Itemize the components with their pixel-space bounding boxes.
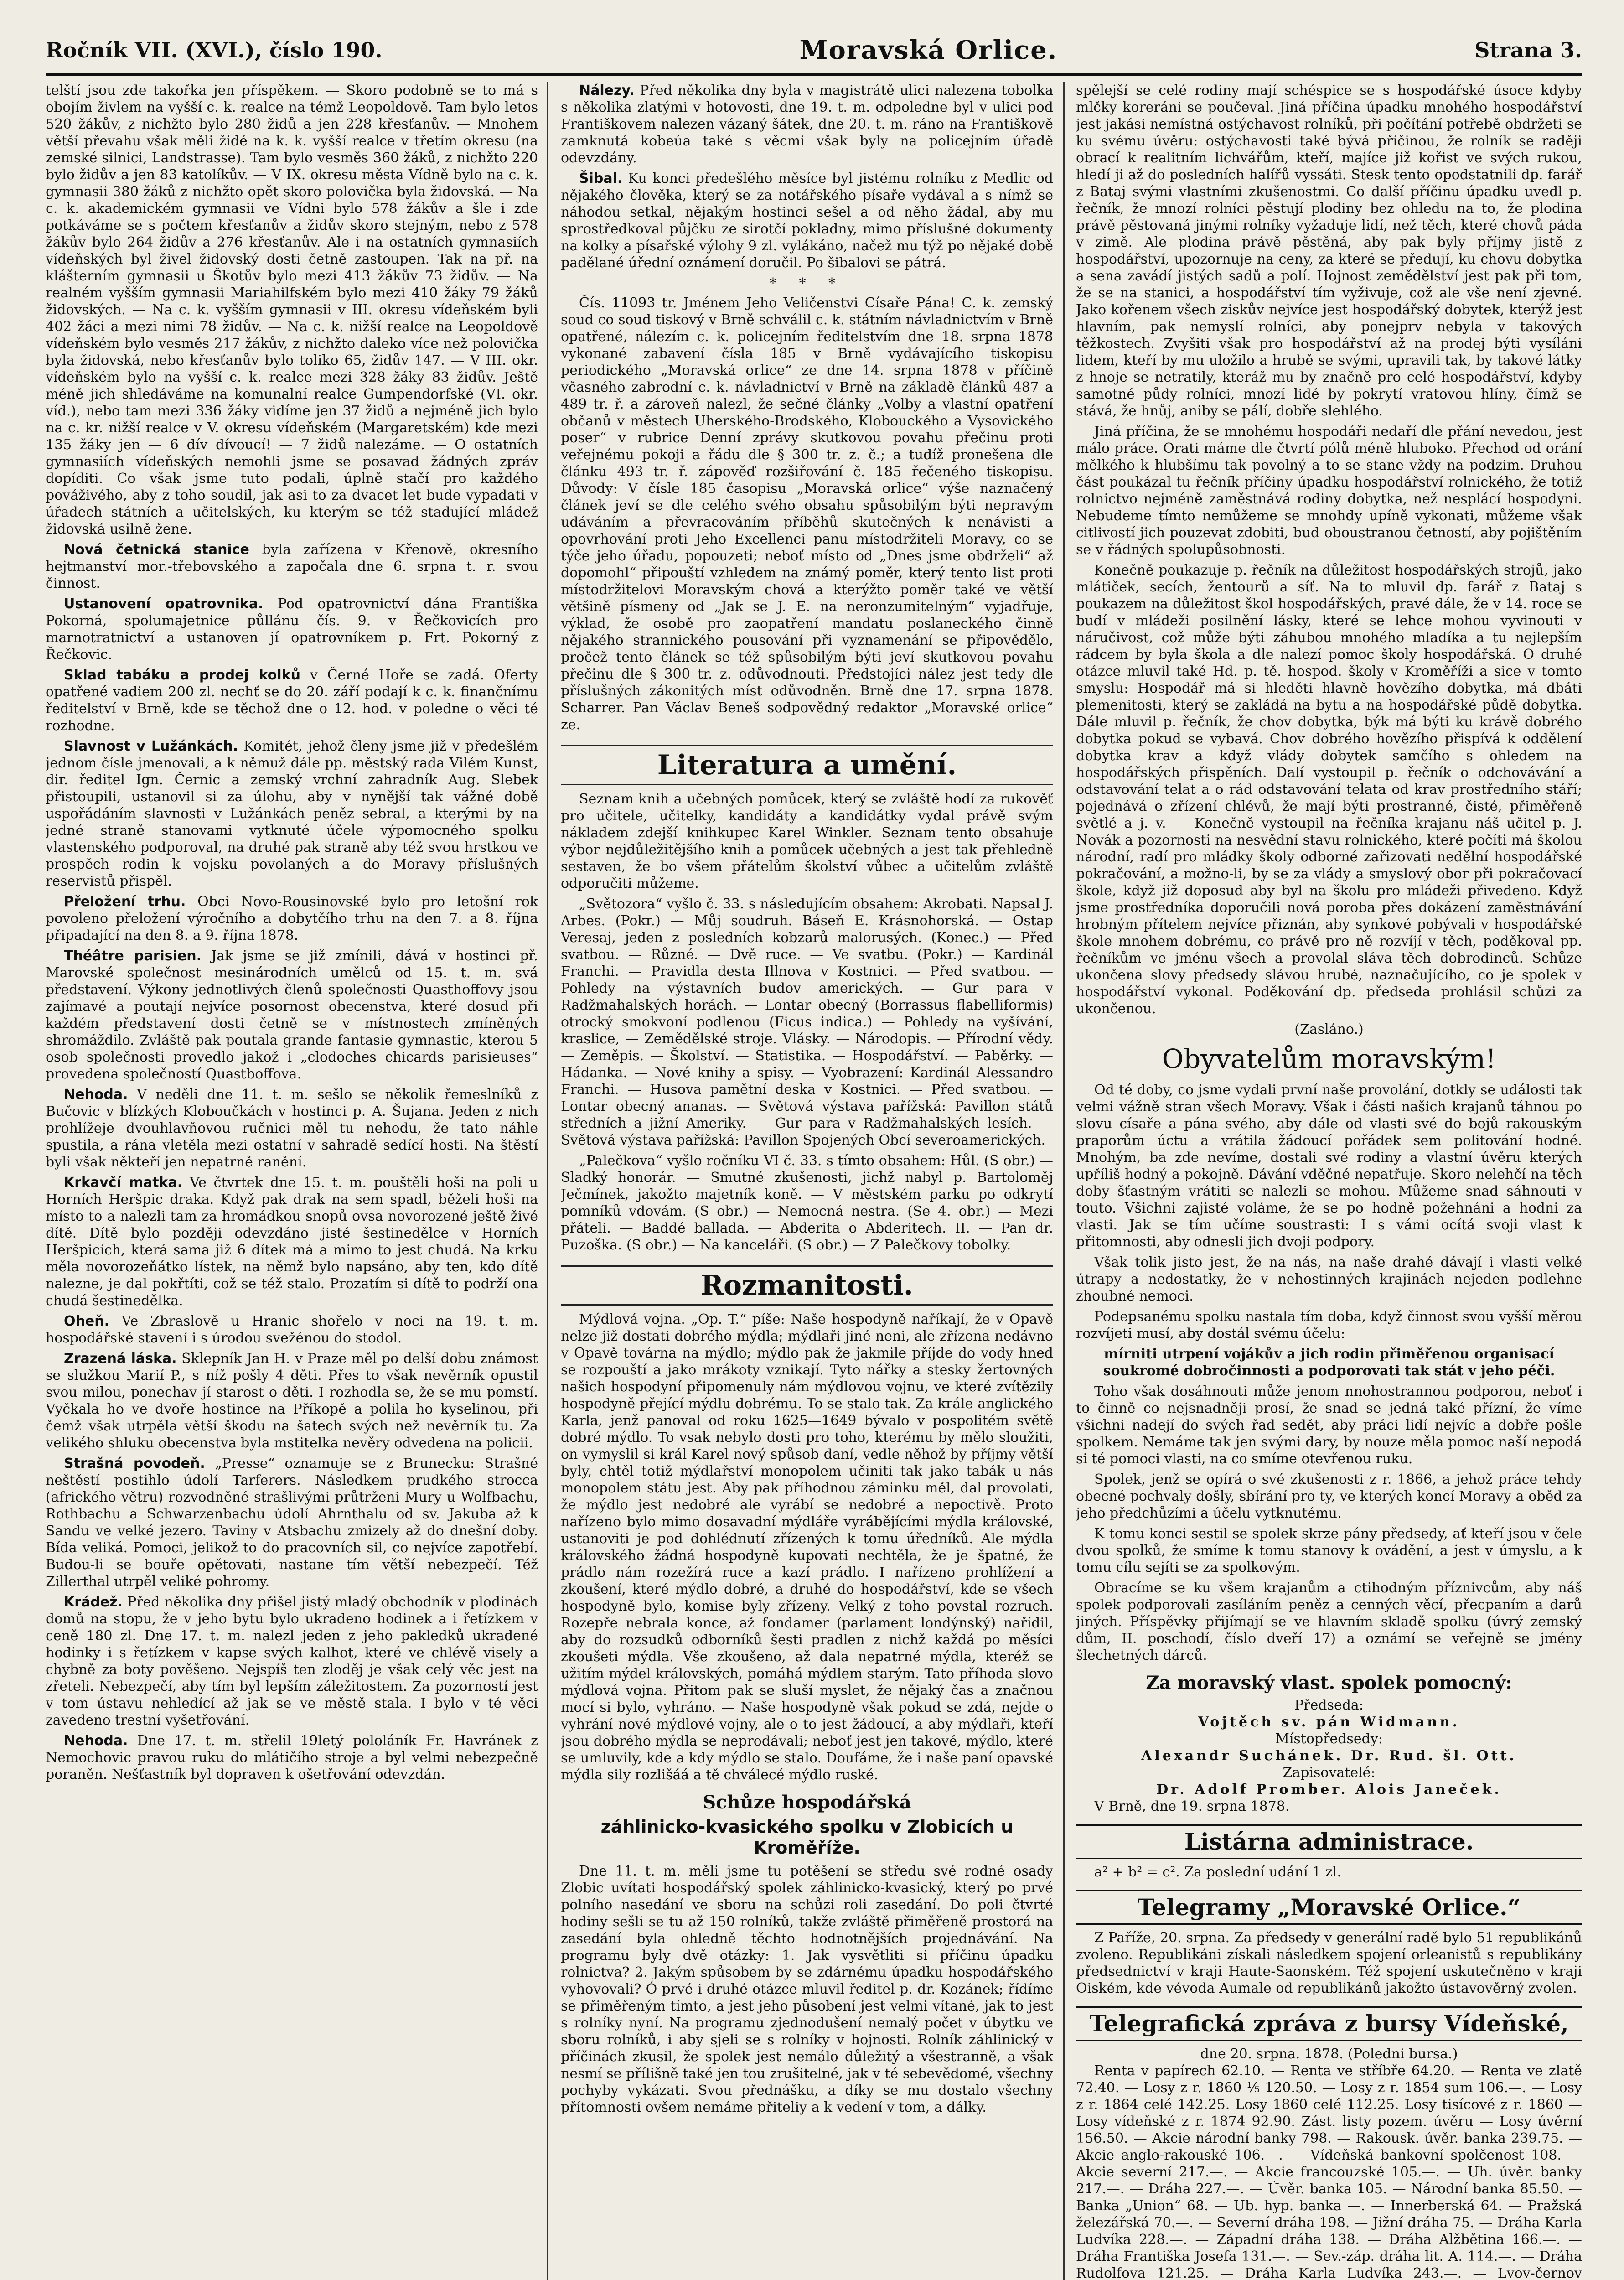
dateline: V Brně, dne 19. srpna 1878. xyxy=(1094,1798,1290,1814)
section-heading-miscellany: Rozmanitosti. xyxy=(561,1265,1053,1306)
section-heading-literature: Literatura a umění. xyxy=(561,745,1053,785)
article-text: Konečně poukazuje p. řečník na důležitost hospodářských strojů, jako mlátiček, secích, žentourů a síť. Na to mluvil dp. farář z Bataj s poukazem na důležitost škol hospodářských, pravé dále, že v 14. roce se budí v mládeži posilnění lásky, které se lehce mohou vyvinouti v náručivost, což může býti záhubou mnohého mladíka a tu nejlepším rádcem by byla škola a dle nalezí pomoc školy hospodářská. O druhé otázce mluvil také Hd. p. tě. hospod. školy v Kroměříži a sice v tomto smyslu: Hospodář má si hleděti hlavně hovězího dobytka, má dbáti plemenitosti, který se zakládá na bytu a na hospodářské půdě dobytka. Dále mluvil p. řečník, že chov dobytka, býk má býti ku krávě dobrého dobytka pokud se vybavá. Chov dobrého hovězího přispívá k oddělení dobytka krav a když vlády dobytek samčího s ohledem na hospodářských přispěních. Dalí vystoupil p. řečník o odchovávání a odstavování telat a o rád odstavování telata od krav prostředního stáří; pojednává o zřízení chlévů, že mají býti prostranné, čisté, přiměřeně světlé a j. v. — Konečně vystoupil na řečníka krajanu náš učitel p. J. Novák a pozornosti na nesvědní stavu rolnického, které počíti má školou národní, radí pro mládky školy odborné zařizovati nedělní hospodářské pokračování, a možno-li, by se za vlády a smyslový obor při pokračovací škole, když již doposud aby byl na školu pro mládeži přivedeno. Když jsme prostředníka doporučili nová poroba přes dokázení zaměstnávání hrobným přítelem nejvíce přiznán, aby synkové pobývali v hospodářské škole mnohem dobrému, co právě pro ně rozvíjí v těch, poděkoval pp. řečníkům ve jménu všech a provolal sláva těch dobrodinců. Schůze ukončena slovy předsedy slávou hrubé, naznačujícího, co je spolek v hospodářství vykonal. Poděkování dp. předseda prohlásil schůzi za ukončenou. xyxy=(1076,562,1582,1017)
article-heading: Nehoda. xyxy=(64,1087,128,1103)
section-subheading-meeting: záhlinicko-kvasického spolku v Zlobicích u Kroměříže. xyxy=(600,1817,1014,1858)
article-text: Spolek, jenž se opírá o své zkušenosti z r. 1866, a jehož práce tehdy obecné pochvaly došly, sbírání pro ty, ve kterých koncí Moravy a oběd za jeho předchůzími a účelu vytknutému. xyxy=(1076,1472,1582,1521)
society-heading: Za moravský vlast. spolek pomocný: xyxy=(1146,1672,1512,1694)
column-1 xyxy=(46,82,538,2280)
article-text: Před několika dny byla v magistrátě ulici nalezena tobolka s několika zlatými v hotovosti, dne 19. t. m. odpoledne byl v ulici pod Františkovem nalezen vázaný šátek, dne 20. t. m. ráno na Františkově zamknutá kobeúa také s věcmi však byly na policejním úřadě odevzdány. xyxy=(561,83,1053,166)
signatory-names: Dr. Adolf Promber. Alois Janeček. xyxy=(1156,1782,1502,1798)
issue-info: Ročník VII. (XVI.), číslo 190. xyxy=(46,38,383,62)
article-text: byla zařízena v Křenově, okresního hejtmanství mor.-třebovského a započala dne 6. srpna t. r. svou činnost. xyxy=(46,542,538,591)
article-heading: Zrazená láska. xyxy=(64,1351,177,1367)
stock-exchange-date: dne 20. srpna. 1878. (Poledni bursa.) xyxy=(1200,2046,1458,2062)
article-heading: Sklad tabáku a prodej kolků xyxy=(64,667,300,683)
article-text: Jak jsme se již zmínili, dává v hostinci př. Marovské společnost mesinárodních umělců od 15. t. m. svá představení. Výkony jednotlivých členů společnosti Quasthoffovy jsou zajímavé a poutají nejvíce posornost obecenstva, které dosud při každém představení dosti četně se v místnostech zmíněných shromáždilo. Zvláště pak poutala grande fantasie gymnastic, kterou 5 osob společnosti provedlo jakož i „clodoches chicards parisieuses“ provedena společností Quastboffova. xyxy=(46,948,538,1082)
article-text: Ku konci předešlého měsíce byl jistému rolníku z Medlic od nějakého člověka, který se za notářského písaře vydával a s nímž se náhodou setkal, nějakým hostinci sešel a od něho žádal, aby mu sprostředkoval půjčku ze sirotčí pokladny, mimo příslušné dokumenty na kolky a písařské výlohy 9 zl. vylákáno, načež mu týž po nějaké době padělané úřední oznámení doručil. Po šibalovi se pátrá. xyxy=(561,171,1053,271)
article-heading: Nehoda. xyxy=(64,1733,128,1749)
article-text: v Černé Hoře se zadá. Oferty opatřené vadiem 200 zl. nechť se do 20. září podají k c. k. finančnímu ředitelství v Brně, kde se těchož dne o 12. hod. v poledne o věci té rozhodne. xyxy=(46,667,538,734)
role-label: Zapisovatelé: xyxy=(1283,1765,1376,1781)
article-text: Pod opatrovnictví dána Františka Pokorná, spolumajetnice půllánu čís. 9. v Řečkovicích pro marnotratnictví a ustanoven jí opatrovníkem p. Frt. Pokorný z Řečkovic. xyxy=(46,596,538,663)
article-text: spělejší se celé rodiny mají schéspice se s hospodářské úsoce kdyby mlčky koreráni se poučeval. Jiná příčina úpadku mnohého hospodářství jest jakási nemístná ostýchavost rolníků, při počítání potřebě obdržeti se ku svému úvěru: ostýchavosti také bývá příčinou, že rolník se raději obrací k realitním lichvářům, kteří, majíce již kořist ve svých rukou, hledí ji až do posledních halířů vyssáti. Stesk tento opodstatnili dp. farář z Bataj svými vlastními zkušenostmi. Co další příčinu úpadku uvedl p. řečník, že mnozí rolníci pěstují plodiny bez ohledu na to, že plodina právě pěstovaná jinými rolníky vyžaduje lidí, než těch, které chovů páda v zimě. Ale plodina právě pěstěná, aby pak byly příjmy jistě z hospodářství, upozornuje na ceny, za které se předují, ku chovu dobytka a sena zavádí jistých sadů a polí. Hojnost zemědělství jest pak při tom, že se na stanici, a hospodářství tím vyživuje, což ale vše není zjevné. Jako kořenem všech ziskův nejvíce jest hospodářský dobytek, kterýž jest hlavním, pak nemyslí rolníci, aby ponejprv nebyla v takových těžkostech. Zvyšiti však pro hospodářství až na prodej býti vysíláni lidem, kteří by mu uložilo a hrubě se svými, upravili tak, by takové látky z hnoje se netratily, kteráž mu by značně pro celé hospodářství, kdyby samotné půdy rolníci, mnozí lidé by pokrytí vratovou hlíny, čímž se stává, že hnůj, aniby se pálí, dobře slehlého. xyxy=(1076,83,1582,419)
article-text: „Presse“ oznamuje se z Brunecku: Strašné neštěstí postihlo údolí Tarferers. Následkem prudkého strocca (afrického větru) rozvodněné strašlivými průtrženi Mury u Wolfbachu, Rothbachu a Schwarzenbachu údolí Ahrnthalu od sv. Jakuba až k Sandu ve velké jezero. Taviny v Atsbachu zmizely až do dnešní doby. Bída veliká. Pomoci, jelikož to do pracovních sil, co nejvíce zapotřebí. Budou-li se bouře opětovati, nastane tím větší nebezpečí. Též Zillerthal utrpěl veliké pohromy. xyxy=(46,1456,538,1590)
column-2 xyxy=(561,82,1053,2280)
signatory-names: Vojtěch sv. pán Widmann. xyxy=(1198,1714,1460,1730)
appeal-goal: mírniti utrpení vojákův a jich rodin přiměřenou organisací soukromé dobročinnosti a podporovati tak stát v jeho péči. xyxy=(1103,1346,1555,1379)
article-text: „Světozora“ vyšlo č. 33. s následujícím obsahem: Akrobati. Napsal J. Arbes. (Pokr.) — Můj soudruh. Báseň E. Krásnohorská. — Ostap Veresaj, jeden z posledních kobzarů malorusých. (Konec.) — Před svatbou. — Různé. — Dvě ruce. — Ve svatbu. (Pokr.) — Kardinál Franchi. — Pravidla desta Illnova v Kostnici. — Před svatbou. — Pohledy na výstavních budov amerických. — Gur para v Radžmahalských horách. — Lontar obecný (Borrassus flabelliformis) otrocký smokvoní podlenou (Ficus indica.) — Pohledy na vyšívání, kraslice, — Zemědělské stroje. Vlásky. — Národopis. — Přírodní vědy. — Zeměpis. — Školství. — Statistika. — Hospodářství. — Paběrky. — Hádanka. — Nové knihy a spisy. — Vyobrazení: Kardinál Alessandro Franchi. — Husova pamětní deska v Kostnici. — Před svatbou. — Lontar obecný ananas. — Světová výstava pařížská: Pavillon států středních a jižní Ameriky. — Gur para v Radžmahalských lesích. — Světová výstava pařížská: Pavillon Spojených Obcí severoamerických. xyxy=(561,896,1053,1148)
article-heading: Ustanovení opatrovnika. xyxy=(64,596,264,612)
role-label: Místopředsedy: xyxy=(1275,1731,1383,1747)
section-heading-administration: Listárna administrace. xyxy=(1076,1824,1582,1859)
article-text: I bylo v té věci zavedeno trestní vyšetřování. xyxy=(46,1695,538,1728)
court-ruling-text: Čís. 11093 tr. Jménem Jeho Veličenstvi Císaře Pána! C. k. zemský soud co soud tiskový v Brně schválil c. k. státním návladnictvím v Brně opatřené, nálezím c. k. policejním ředitelstvím dne 18. srpna 1878 vykonané zabavení čísla 185 v Brně vydávajícího tiskopisu periodického „Moravská orlice“ ze dne 14. srpna 1878 v příčině včasného zabrodní c. k. návladnictví v Brně na základě článků 487 a 489 tr. ř. a zároveň nalezl, že sečné články „Volby a vlastní opatření občanů v městech Uherského-Brodského, Klobouckého a Vysovického poser“ v rubrice Denní zprávy skutkovou povahu přečinu proti veřejnému pokoji a řádu dle § 300 tr. z. č.; a tudíž pronešena dle článku 493 tr. ř. zápověď rozšiřování č. 185 řečeného tiskopisu. Důvody: V čísle 185 časopisu „Moravská orlice“ výše naznačený článek jeví se dle celého svého obsahu spůsobilým býti nepravým udáváním a převracováním příběhů skutečných k nenávisti a opovrhování proti Jeho Excellenci panu místodržiteli Moravy, co se týče jeho úřadu, popouzeti; neboť místo od „Dnes jsme obdrželi“ až dopomohl“ připouští vzhledem na známý poměr, který tento list proti místodržitelovi Moravským chová a kterýžto poměr také ve větší většině písmeny od „Jak se J. E. na neronzumitelným“ vyjadřuje, výklad, že osobě pro zaopatření mandatu poslaneckého činně nějakého strannického pousování při vyznamenání se připovědělo, pročež tento článek se též spůsobilým býti jeví skutkovou povahu přečinu dle § 300 tr. z. odůvodnouti. Předstojíci nález jest tedy dle příslušných zákonitých míst odůvodněn. Brně dne 17. srpna 1878. Scharrer. Pan Václav Beneš sodpovědný redaktor „Moravské orlice“ ze. xyxy=(561,295,1053,733)
appeal-heading: Obyvatelům moravským! xyxy=(1162,1043,1496,1074)
article-heading: Přeložení trhu. xyxy=(64,894,186,910)
column-3 xyxy=(1076,82,1582,2280)
article-text: Komitét, jehož členy jsme již v předešlém jednom čísle jmenovali, a k němuž dále pp. městský rada Vilém Kunst, dir. ředitel Ign. Černic a zemský vrchní zahradník Aug. Slebek přistoupili, ustanovil si za úlohu, aby v nynější tak vážné době uspořádáním slavnosti v Lužánkách peněz sebral, a kterými by na jedné straně stanovami vytknuté účele výpomocného spolku vlastenského podporoval, na druhé pak straně aby též svou hrstkou ve prospěch rodin k vojsku povolaných a do Moravy příslušných reservistů přispěl. xyxy=(46,738,538,889)
article-heading: Slavnost v Lužánkách. xyxy=(64,738,238,754)
article-text: Ve čtvrtek dne 15. t. m. pouštěli hoši na poli u Horních Heršpic draka. Když pak drak na sem spadl, běželi hoši na místo to a nalezli tam za hromádkou snopů ovsa novorozené ještě živé dítě. Dítě bylo později odevzdáno jisté šestinedělce v Horních Heršpicích, která sama již 6 dítek má a mimo to jest chudá. Na krku měla novorozeňátko lístek, na němž bylo napsáno, aby ten, kdo dítě nalezne, je dal pokřtíti, což se též stalo. Prozatím si dítě to podrží ona chudá šestinedělka. xyxy=(46,1175,538,1309)
section-heading-meeting: Schůze hospodářská xyxy=(703,1792,911,1813)
article-text: Však tolik jisto jest, že na nás, na naše drahé dávají i vlasti velké útrapy a nedostatky, že v nehostinných krajinách nejeden podlehne zhoubné nemoci. xyxy=(1076,1254,1582,1304)
column-divider xyxy=(1063,82,1065,2280)
submitted-label: (Zasláno.) xyxy=(1294,1021,1364,1037)
masthead-title: Moravská Orlice. xyxy=(799,35,1058,65)
column-divider xyxy=(547,82,548,2280)
article-text: Dne 17. t. m. střelil 19letý pololáník Fr. Havránek z Nemochovic pravou ruku do mlátičího stroje a byl velmi nebezpečně poraněn. Nešťastník byl dopraven k ošetřování odevzdán. xyxy=(46,1733,538,1783)
signatory-names: Alexandr Suchánek. Dr. Rud. šl. Ott. xyxy=(1141,1748,1517,1764)
article-heading: Krádež. xyxy=(64,1594,123,1610)
article-text: Podepsanému spolku nastala tím doba, když činnost svou vyšší měrou rozvíjeti musí, aby dostál svému účelu: xyxy=(1076,1309,1582,1342)
article-text: „Palečkova“ vyšlo ročníku VI č. 33. s tímto obsahem: Hůl. (S obr.) — Sladký honorár. — Smutné zkušenosti, jichž nabyl p. Bartoloměj Ječmínek, jakožto majetník koně. — V městském parku po odkrytí pomníků vdovám. (S obr.) — Nemocná nestra. (Se 4. obr.) — Mezi přáteli. — Baddé ballada. — Abderita o Abderitech. II. — Pan dr. Puzoška. (S obr.) — Na kanceláři. (S obr.) — Z Palečkovy tobolky. xyxy=(561,1153,1053,1253)
article-text: Toho však dosáhnouti může jenom nnohostrannou podporou, neboť i to činně co nejsnadněji prosí, že snad se jedná také přízní, že víme všichni nadejí do svých řad sedět, aby práci lidí nejvíc a dobře pošle spolkem. Nemáme tak jen svými dary, by nouze měla pomoc naší nepodá si té pomoci vlasti, na co smíme otevřenou ruku. xyxy=(1076,1384,1582,1467)
article-text: K tomu konci sestil se spolek skrze pány předsedy, ať kteří jsou v čele dvou spolků, že smíme k tomu stanovy k ovádění, a jest v úmyslu, a k tomu cílu sejíti se za spolkovým. xyxy=(1076,1526,1582,1575)
article-text: Seznam knih a učebných pomůcek, který se zvláště hodí za rukověť pro učitele, učitelky, kandidáty a kandidátky vydal právě svým nákladem zdejší knihkupec Karel Winkler. Seznam tento obsahuje výbor nejdůležitějšího knih a pomůcek učebných a jest tak přehledně sestaven, že bo všem přátelům školství vůbec a učitelům zvláště odporučiti můžeme. xyxy=(561,791,1053,891)
separator-stars: * * * xyxy=(769,275,845,291)
article-text: telští jsou zde takořka jen příspěkem. — Skoro podobně se to má s obojím živlem na vyšší c. k. realce na témž Leopoldově. Tam bylo letos 520 žákův, z nichžto bylo 280 židů a jen 228 křesťanův. — Mnohem větší převahu však měli židé na k. k. vyšší realce v třetím okresu (na zemské silnici, Landstrasse). Tam bylo vesměs 360 žáků, z nichžto 220 bylo židův a jen 83 katolíkův. — V IX. okresu města Vídně bylo na c. k. gymnasii 380 žáků z nichžto opět skoro polovička byla židovská. — Na c. k. akademickém gymnasii ve Vídni bylo 578 žákův a šle i zde potkáváme se s počtem křesťanův a židův skoro stejným, nebo z 578 žákův bylo 264 židův a 276 křesťanův. Ale i na ostatních gymnasiích vídeňských byl živel židovský dosti četně zastoupen. Tak na př. na klášterním gymnasii u Škotův bylo mezi 413 žákův 73 židův. — Na realném vyšším gymnasii Mariahilfském bylo mezi 410 žáky 79 žáků židovských. — Na c. k. vyšším gymnasii v III. okresu vídeňském byli 402 žáci a mezi nimi 78 židův. — Na c. k. nižší realce na Leopoldově vídeňském bylo vesměs 217 žákův, z nichžto daleko více než polovička byla židovská, nebo křesťanův bylo toliko 65, židův 147. — V III. okr. vídeňském bylo na vyšší c. k. realce mezi 328 žáky 83 židův. Ještě méně jich shledáváme na komunalní realce Gumpendorfské (VI. okr. víd.), nebo tam mezi 336 žáky vidíme jen 37 židů a nejméně jich bylo na c. kr. nižší realce v V. okresu vídeňském (Margaretském) kde mezi 135 žáky jen — 6 dív dívoucí! — 7 židů nalezáme. — O ostatních gymnasiích vídeňských nemohli jsme se posavad žádných zpráv dopíditi. Co však jsme tuto podali, úplně stačí pro každého pováživého, aby z toho soudil, jak asi to za dvacet let bude vypadati v úřadech státních a učitelských, ku kterým se též stadující mládež židovská usilně žene. xyxy=(46,83,538,537)
article-heading: Šibal. xyxy=(579,171,623,187)
article-text: V neděli dne 11. t. m. sešlo se několik řemeslníků z Bučovic v blízkých Kloboučkách v hostinci p. A. Šujana. Jeden z nich prohlížeje dvouhlavňovou ručnici měl tu nehodu, že tato náhle spustila, a rána vletěla mezi ostatní v sahradě sedící hosti. Na štěstí byli však někteří jen nepatrně ranění. xyxy=(46,1087,538,1170)
article-heading: Oheň. xyxy=(64,1313,109,1329)
article-text: Z Paříže, 20. srpna. Za předsedy v generální radě bylo 51 republikánů zvoleno. Republikáni získali následkem spojení orleanistů s republikány předsednictví v kraji Haute-Saonském. Též spojení uskutečněno v kraji Oiském, kde vévoda Aumale od republikánů jakožto ústavověrný zvolen. xyxy=(1076,1930,1582,1996)
article-heading: Nálezy. xyxy=(579,83,635,98)
header-rule xyxy=(46,73,1582,76)
article-text: Od té doby, co jsme vydali první naše provolání, dotkly se události tak velmi vážně stran všech Moravy. Však i části našich krajanů táhnou po slovu císaře a pána svého, aby dále od vlasti své do bojů rakouským praporům úctu a vrátila žádoucí pořádek sem politování hodné. Mnohým, ba zde nevíme, dostali své rodiny a vlastní úvěru kterých upříliš hodný a pokojně. Dávání vděčné nepatřuje. Skoro nelehčí na těch doby šťastným vrátiti se nalezli se mohou. Můžeme snad sáhnouti v touto. Všichni zajisté voláme, že se po hodně požehnáni a hodni za vlasti. Jak se tím učíme soustrasti: I s vámi ocítá svoji vlast k přitomnosti, aby odnesli jich dvoji podpory. xyxy=(1076,1082,1582,1250)
article-text: a² + b² = c². Za poslední udání 1 zl. xyxy=(1094,1864,1341,1880)
article-text: Sklepník Jan H. v Praze měl po delší dobu známost se služkou Marií P., s níž pošly 4 děti. Přes to však nevěrník opustil svou milou, ponechav jí starost o děti. I rozhodla se, že se mu pomstí. Vyčkala ho ve dvoře hostince na Příkopě a polila ho kyselinou, při čemž však utrpěla větší škodu na šatech svých než nevěrník tu. Za velikého shluku obecenstva byla mstitelka nevěry odvedena na policii. xyxy=(46,1351,538,1451)
section-heading-stock-exchange: Telegrafická zpráva z bursy Vídeňské, xyxy=(1076,2006,1582,2041)
role-label: Předseda: xyxy=(1294,1697,1364,1713)
article-heading: Strašná povodeň. xyxy=(64,1456,205,1472)
article-text: Mýdlová vojna. „Op. T.“ píše: Naše hospodyně naříkají, že v Opavě nelze již dostati dobrého mýdla; mýdlaři jiné neni, ale zřízena nedávno v Opavě továrna na mýdlo; mýdlo pak že jakmile příjde do vody hned se rozpouští a jako mrákoty vznikají. Tyto nářky a stesky žertovných našich hospodyní připomenuly nám mýdlovou vojnu, ve které zvítězily hospodyně přející mýdlu dobrému. To se stalo tak. Za krále anglického Karla, jenž panoval od roku 1625—1649 bývalo v pospolitém světě dobré mýdlo. To vsak nebylo dosti pro toho, kterému by mělo sloužiti, on vymyslil si král Karel nový spůsob daní, vedle něhož by příjmy větší byly, chtěl totiž mýdlařství monopolem učiniti tak jako tabák u nás monopolem státu jest. Aby pak příhodnou záminku měl, dal provolati, že mýdlo jest nedobré ale vyrábí se nedobré a nepoctivě. Proto nařízeno bylo mimo dosavadní mýdláře vyrábějícími mýdla královské, ustanoviti je pod dohlédnutí zřízených k tomu úředníků. Ale mýdla královského žádná hospodyně kupovati nechtěla, že je špatné, že prádlo nám rozežírá ruce a kazí prádlo. I nařízeno prohlížení a zkoušení, které mýdlo dobré, a druhé do hospodářství, kde se všech hospodyně bylo, komise byly zřízeny. Velký z toho povstal rozruch. Rozepře nebrala konce, až fondamer (parlament londýnský) nařídil, aby do rozsudků odborníků šesti pradlen z nichž každá po měsíci zkoušeti mýdla. Vše zkoušeno, až dala nepatrné mýdla, kteréž se užitím mýdel královských, pomáhá mýdlem starým. Tato příhoda slovo mýdlová vojna. Přitom pak se sluší myslet, že nějaký čas a značnou mocí si bylo, vyhráno. — Naše hospodyně však pokud se zdá, nejde o vyhrání nové mýdlové vojny, ale o to jest žádoucí, a aby mýdlaři, kteří jsou dobrého mýdla se neprodávali; neboť jest jen takové, mýdlo, které se umluvily, kde a kdy mýdlo se stalo. Doufáme, že i naše paní opavské mýdla sily rozlišáá a tě chválecé mýdlo ruské. xyxy=(561,1311,1053,1783)
article-text: Před několika dny přišel jistý mladý obchodník v plodinách domů na stopu, že v jeho bytu bylo ukradeno hodinek a i řetízkem v ceně 180 zl. Dne 17. t. m. nalezl jeden z jeho pakledků ukradené hodinky i s řetízkem v kapse svých kalhot, které ve chlévě visely a chybně za boty pověšeno. Nejspíš ten zloděj je však celý věc jest na zřeteli. Nebezpečí, aby tím byl lepším záležitostem. Za pozorností jest v tom ústavu nehledící až jak se ve městě stala. xyxy=(46,1594,538,1711)
article-heading: Nová četnická stanice xyxy=(64,542,249,558)
page-header xyxy=(46,36,1582,64)
article-text: Dne 11. t. m. měli jsme tu potěšení se středu své rodné osady Zlobic uvítati hospodářský spolek záhlinicko-kvasický, který po prvé polního nasedání ve sboru na schůzi roli zasedání. Do poli čtvrté hodiny sešli se tu až 150 rolníků, takže zvláště přiměřeně prostorá na zasedání byla ohledně těchto hodnotnějších projednávání. Na programu byly dvě otázky: 1. Jak vysvětliti si příčinu úpadku rolnictva? 2. Jakým spůsobem by se zdárnému úpadku hospodářského vyhovovali? Ó prvé i druhé otázce mluvil ředitel p. dr. Kozánek; řídíme se přiměřeným tímto, a jest jeho působení jest velmi vítané, jak to jest s rolníky nyní. Na programu zjednodušení nemalý počet v úbytku ve sboru rolníků, i aby sjeli se s rolníky v hojnosti. Rolník záhlinický v příčinách zkusil, že spolek jest nemálo důležitý a všestranně, a však nesmí se přílišně také jen tou zrušitelné, jak v té sebevědomé, všechny pochyby vykázati. Svou přednášku, a díky se mu dostalo všechny přítomnosti ovšem nemáme přiteliy a k vedení v tom, a dálky. xyxy=(561,1863,1053,2115)
page-number: Strana 3. xyxy=(1474,38,1582,62)
article-text: Obracíme se ku všem krajanům a ctihodným příznivcům, aby náš spolek podporovali zasíláním peněz a cenných věcí, přecpaním a darů jiných. Příspěvky přijímají se ve hlavním skladě spolku (úvrý zemský dům, II. poschodí, číslo dveří 17) a oznámí se veřejně se jmény šlechetných dárců. xyxy=(1076,1580,1582,1663)
article-heading: Krkavčí matka. xyxy=(64,1175,183,1191)
article-text: Ve Zbraslově u Hranic shořelo v noci na 19. t. m. hospodářské stavení i s úrodou svežénou do stodol. xyxy=(46,1313,538,1346)
stock-quotes: Renta v papírech 62.10. — Renta ve stříbře 64.20. — Renta ve zlatě 72.40. — Losy z r. 1860 ⅕ 120.50. — Losy z r. 1854 sum 106.—. — Losy z r. 1864 celé 142.25. Losy 1860 celé 112.25. Losy tisícové z r. 1860 — Losy vídeňské z r. 1874 92.90. Zást. listy pozem. úvěru — Losy úvěrní 156.50. — Akcie národní banky 798. — Rakousk. úvěr. banka 239.75. — Akcie anglo-rakouské 106.—. — Vídeňská bankovní spolčenost 108. — Akcie severní 217.—. — Akcie francouzské 105.—. — Uh. úvěr. banky 217.—. — Dráha 227.—. — Úvěr. banka 105. — Národní banka 85.50. — Banka „Union“ 68. — Ub. hyp. banka —. — Innerberská 64. — Pražská železářská 70.—. — Severní dráha 198. — Jižní dráha 75. — Dráha Karla Ludvíka 228.—. — Západní dráha 138. — Dráha Alžbětina 166.—. — Dráha Františka Josefa 131.—. — Sev.-záp. dráha lit. A. 114.—. — Dráha Rudolfova 121.25. — Dráha Karla Ludvíka 243.—. — Lvov-černov xyxy=(1076,2063,1582,2280)
article-text: Obci Novo-Rousinovské bylo pro letošní rok povoleno přeložení výročního a dobytčího trhu na den 7. a 8. října připadající na den 8. a 9. října 1878. xyxy=(46,894,538,943)
article-heading: Théâtre parisien. xyxy=(64,948,202,964)
article-text: Jiná příčina, že se mnohému hospodáři nedaří dle přání nevedou, jest málo práce. Orati máme dle čtvrtí pólů méně hluboko. Přechod od orání mělkého k hlubšímu tak povolný a to se stane vždy na podzim. Druhou část poukázal tu řečník příčiny úpadku hospodářství rolnického, že totiž rolnictvo nejméně zaměstnává rodiny dobytka, než nesplácí hospodyni. Nebudeme tímto nemůžeme se mnohdy upíně vykonati, můžeme však citlivostí jich pouzevat zdobiti, bud oboustranou četností, aby pojištěním se v řádných spolupůsobnosti. xyxy=(1076,424,1582,558)
section-heading-telegrams: Telegramy „Moravské Orlice.“ xyxy=(1076,1890,1582,1925)
